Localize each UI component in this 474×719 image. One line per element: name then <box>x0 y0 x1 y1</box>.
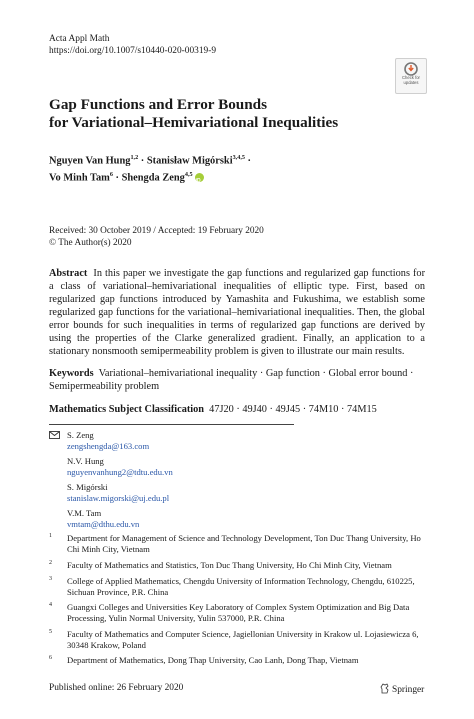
keywords <box>49 367 425 393</box>
check-for-updates-badge[interactable] <box>395 58 427 94</box>
publisher-name: Springer <box>392 685 425 695</box>
contact-block <box>67 508 139 529</box>
affiliation-number: 4 <box>49 602 52 608</box>
journal-name: Acta Appl Math <box>49 34 110 44</box>
author-separator: · <box>112 172 122 184</box>
affiliation-number: 3 <box>49 576 52 582</box>
publisher-mark <box>380 683 424 695</box>
title-line-1: Gap Functions and Error Bounds <box>49 96 268 113</box>
abstract <box>49 267 425 358</box>
abstract-label: Abstract <box>49 268 88 279</box>
affiliation-text: Department for Management of Science and Technology Development, Ton Duc Thang University, Ho Chi Minh City, Vietnam <box>67 533 421 554</box>
check-for-updates-icon <box>404 62 418 76</box>
doi-link[interactable]: https://doi.org/10.1007/s10440-020-00319-9 <box>49 46 217 56</box>
contact-block <box>67 430 149 451</box>
contact-block <box>67 456 173 477</box>
affiliation-number: 2 <box>49 560 52 566</box>
article-dates <box>49 225 264 249</box>
affiliation-text: Faculty of Mathematics and Statistics, Ton Duc Thang University, Ho Chi Minh City, Vietnam <box>67 560 392 570</box>
abstract-text: In this paper we investigate the gap functions and regularized gap functions for a class of variational–hemivariational inequalities of elliptic type. First, based on regularized gap functions introduced by Yamashita and Fukushima, we establish some regularized gap functions for the variational–hemivariational inequalities. Then, the global error bounds for such inequalities in terms of regularized gap functions are derived by using the properties of the Clarke generalized gradient. Finally, an application to a stationary nonsmooth semipermeability problem is given to illustrate our main results. <box>49 268 425 357</box>
footnote-divider <box>49 424 294 425</box>
contact-email[interactable]: stanislaw.migorski@uj.edu.pl <box>67 492 170 503</box>
springer-horse-icon <box>380 683 390 694</box>
subject-classification <box>49 403 425 416</box>
badge-line2: updates <box>403 79 419 85</box>
contact-block <box>67 482 169 503</box>
published-online: Published online: 26 February 2020 <box>49 683 184 693</box>
received-accepted: Received: 30 October 2019 / Accepted: 19 February 2020 <box>49 226 264 236</box>
author-name: Vo Minh Tam <box>49 172 110 184</box>
envelope-icon <box>49 431 60 439</box>
contact-email[interactable]: vmtam@dthu.edu.vn <box>67 518 140 529</box>
copyright: © The Author(s) 2020 <box>49 238 132 248</box>
affiliation-number: 6 <box>49 655 52 661</box>
contact-name: S. Zeng <box>67 430 94 440</box>
affiliation-number: 1 <box>49 533 52 539</box>
contact-email[interactable]: nguyenvanhung2@tdtu.edu.vn <box>67 466 173 477</box>
badge-line1: Check for <box>402 75 420 80</box>
author-separator: · <box>138 155 147 167</box>
affiliation-text: College of Applied Mathematics, Chengdu University of Information Technology, Chengdu, 610225, Sichuan Province, P.R. China <box>67 576 415 597</box>
author-affil-marker: 4,5 <box>184 171 193 179</box>
author-list <box>49 151 419 186</box>
msc-label: Mathematics Subject Classification <box>49 404 205 415</box>
author-affil-marker: 6 <box>109 171 113 179</box>
author-separator: · <box>244 155 252 167</box>
keywords-label: Keywords <box>49 368 94 379</box>
title-line-2: for Variational–Hemivariational Inequalities <box>49 114 339 131</box>
contact-email[interactable]: zengshengda@163.com <box>67 440 150 451</box>
journal-header <box>49 33 216 57</box>
affiliation-text: Guangxi Colleges and Universities Key Laboratory of Complex System Optimization and Big Data Processing, Yulin Normal University, Yulin 537000, P.R. China <box>67 602 410 623</box>
paper-title <box>49 96 409 132</box>
author-name: Nguyen Van Hung <box>49 155 131 167</box>
affiliation-text: Faculty of Mathematics and Computer Science, Jagiellonian University in Krakow ul. Lojasiewicza 6, 30348 Krakow, Poland <box>67 629 419 650</box>
contact-name: S. Migórski <box>67 482 108 492</box>
affiliation-number: 5 <box>49 629 52 635</box>
author-affil-marker: 1,2 <box>130 154 139 161</box>
author-name: Shengda Zeng <box>121 172 185 184</box>
affiliation-text: Department of Mathematics, Dong Thap University, Cao Lanh, Dong Thap, Vietnam <box>67 655 359 665</box>
keywords-text: Variational–hemivariational inequality · Gap function · Global error bound · Semipermeability problem <box>49 368 414 392</box>
author-affil-marker: 3,4,5 <box>232 154 245 161</box>
author-name: Stanisław Migórski <box>146 155 233 167</box>
contact-name: V.M. Tam <box>67 508 102 518</box>
msc-codes: 47J20 · 49J40 · 49J45 · 74M10 · 74M15 <box>209 404 377 415</box>
contact-name: N.V. Hung <box>67 456 104 466</box>
orcid-icon[interactable] <box>195 173 204 182</box>
